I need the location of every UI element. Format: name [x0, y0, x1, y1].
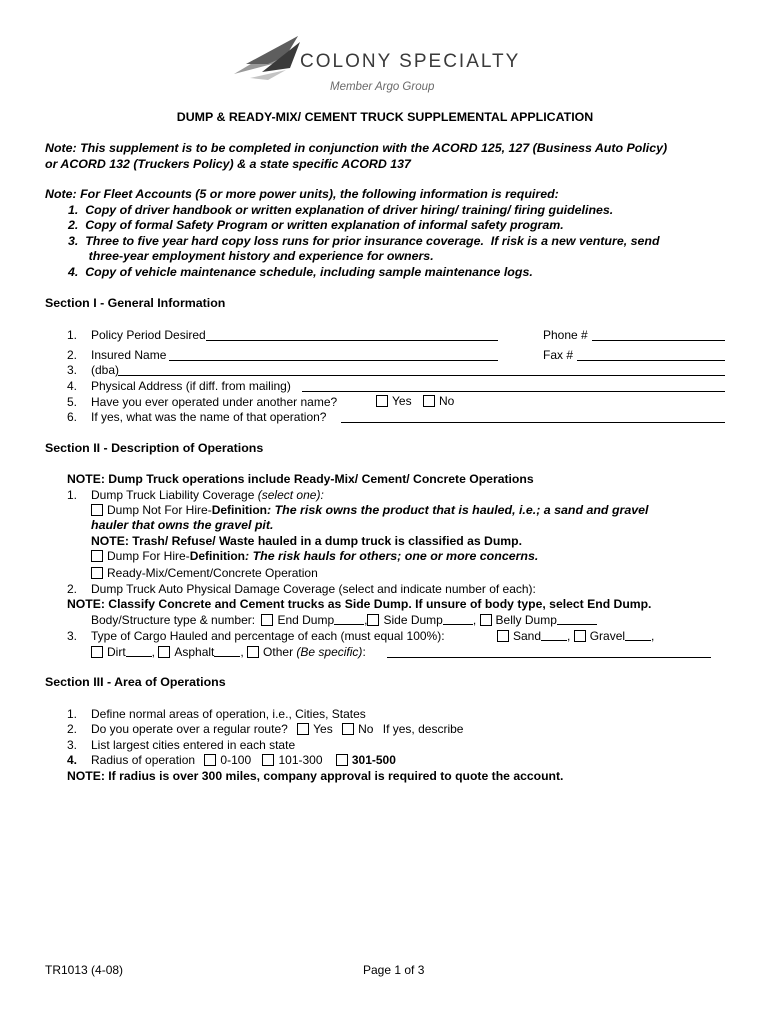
not-for-hire-definition-cont: hauler that owns the gravel pit.: [91, 518, 274, 532]
side-dump-count-field[interactable]: [443, 613, 473, 625]
radius-0-100-checkbox[interactable]: [204, 754, 216, 766]
end-dump-count-field[interactable]: [334, 613, 364, 625]
s2-num-1: 1.: [67, 488, 78, 502]
s1-num-1: 1.: [67, 328, 78, 342]
note-trash: NOTE: Trash/ Refuse/ Waste hauled in a dump truck is classified as Dump.: [91, 534, 522, 548]
fleet-item-3: 3. Three to five year hard copy loss runs for prior insurance coverage. If risk is a new venture, send: [68, 234, 660, 248]
end-dump-label: End Dump: [277, 613, 335, 627]
insured-name-field[interactable]: [169, 360, 498, 361]
regular-route-question: Do you operate over a regular route?: [91, 722, 288, 736]
regular-route-yes-checkbox[interactable]: [297, 723, 309, 735]
note-radius: NOTE: If radius is over 300 miles, company approval is required to quote the account.: [67, 769, 564, 783]
physical-address-label: Physical Address (if diff. from mailing): [91, 379, 291, 393]
s3-row-1: [67, 707, 366, 721]
belly-dump-count-field[interactable]: [557, 613, 597, 625]
fax-field[interactable]: [577, 360, 725, 361]
note-acord-line2: or ACORD 132 (Truckers Policy) & a state specific ACORD 137: [45, 157, 411, 171]
fleet-item-3-cont: three-year employment history and experience for owners.: [68, 249, 434, 263]
other-cargo-field[interactable]: [387, 657, 711, 658]
for-hire-option[interactable]: [91, 549, 538, 563]
form-number: TR1013 (4-08): [45, 963, 124, 977]
for-hire-definition-label: Definition: [189, 549, 246, 563]
physical-damage-label: Dump Truck Auto Physical Damage Coverage (select and indicate number of each):: [91, 582, 536, 596]
liability-coverage-label: Dump Truck Liability Coverage: [91, 488, 255, 502]
s2-q1-row: [67, 488, 324, 502]
body-type-row: Body/Structure type & number: End Dump , Side Dump , Belly Dump: [91, 613, 597, 627]
s2-num-3: 3.: [67, 629, 78, 643]
s1-row-3: [67, 363, 119, 377]
section-3-heading: Section III - Area of Operations: [45, 675, 226, 689]
s1-row-6: [67, 410, 326, 424]
s1-num-5: 5.: [67, 395, 78, 409]
s3-num-4: 4.: [67, 753, 78, 767]
insured-name-label: Insured Name: [91, 348, 167, 362]
belly-dump-label: Belly Dump: [495, 613, 557, 627]
regular-route-no-checkbox[interactable]: [342, 723, 354, 735]
dba-label: (dba): [91, 363, 120, 377]
ready-mix-option[interactable]: [91, 566, 318, 580]
asphalt-percent-field[interactable]: [214, 645, 240, 657]
other-name-yes-label: Yes: [392, 394, 412, 408]
operation-name-field[interactable]: [341, 422, 725, 423]
physical-address-field[interactable]: [302, 391, 725, 392]
side-dump-label: Side Dump: [383, 613, 443, 627]
ready-mix-checkbox[interactable]: [91, 567, 103, 579]
company-name: COLONY SPECIALTY: [300, 51, 521, 72]
note-classify: NOTE: Classify Concrete and Cement trucks as Side Dump. If unsure of body type, select End Dump.: [67, 597, 652, 611]
other-cargo-checkbox[interactable]: [247, 646, 259, 658]
dirt-checkbox[interactable]: [91, 646, 103, 658]
for-hire-definition: : The risk hauls for others; one or more concerns.: [245, 549, 539, 563]
for-hire-checkbox[interactable]: [91, 550, 103, 562]
operation-name-label: If yes, what was the name of that operation?: [91, 410, 327, 424]
page-number: Page 1 of 3: [363, 963, 425, 977]
other-cargo-label: Other: [263, 645, 294, 659]
other-name-no-option[interactable]: [423, 394, 454, 408]
radius-0-100-label: 0-100: [220, 753, 252, 767]
areas-of-operation-label: Define normal areas of operation, i.e., Cities, States: [91, 707, 366, 721]
s2-num-2: 2.: [67, 582, 78, 596]
ready-mix-label: Ready-Mix/Cement/Concrete Operation: [107, 566, 318, 580]
s3-num-2: 2.: [67, 722, 78, 736]
fleet-item-1: 1. Copy of driver handbook or written explanation of driver hiring/ training/ firing guidelines.: [68, 203, 614, 217]
colony-logo-icon: [228, 34, 308, 84]
not-for-hire-label: Dump Not For Hire-: [107, 503, 212, 517]
largest-cities-label: List largest cities entered in each state: [91, 738, 296, 752]
sand-label: Sand: [513, 629, 542, 643]
asphalt-checkbox[interactable]: [158, 646, 170, 658]
policy-period-field[interactable]: [206, 340, 498, 341]
s1-num-3: 3.: [67, 363, 78, 377]
note-dump-operations: NOTE: Dump Truck operations include Ready-Mix/ Cement/ Concrete Operations: [67, 472, 534, 486]
regular-route-yes-label: Yes: [313, 722, 333, 736]
other-name-yes-option[interactable]: [376, 394, 412, 408]
radius-101-300-checkbox[interactable]: [262, 754, 274, 766]
phone-field[interactable]: [592, 340, 725, 341]
end-dump-checkbox[interactable]: [261, 614, 273, 626]
company-member-text: Member Argo Group: [330, 81, 435, 93]
radius-101-300-label: 101-300: [278, 753, 323, 767]
s3-row-4: [67, 753, 396, 767]
be-specific-hint: (Be specific): [296, 645, 363, 659]
sand-percent-field[interactable]: [541, 629, 567, 641]
company-logo: [228, 30, 558, 100]
sand-checkbox[interactable]: [497, 630, 509, 642]
s1-row-5: [67, 395, 337, 409]
s1-num-6: 6.: [67, 410, 78, 424]
other-name-no-checkbox[interactable]: [423, 395, 435, 407]
dirt-percent-field[interactable]: [126, 645, 152, 657]
note-acord-line1: Note: This supplement is to be completed in conjunction with the ACORD 125, 127 (Business Auto Policy): [45, 141, 668, 155]
cargo-type-label: Type of Cargo Hauled and percentage of each (must equal 100%):: [91, 629, 445, 643]
s1-row-4: [67, 379, 291, 393]
fleet-item-2: 2. Copy of formal Safety Program or written explanation of informal safety program.: [68, 218, 564, 232]
belly-dump-checkbox[interactable]: [480, 614, 492, 626]
asphalt-label: Asphalt: [174, 645, 215, 659]
s1-num-2: 2.: [67, 348, 78, 362]
s3-row-2: [67, 722, 463, 736]
section-1-heading: Section I - General Information: [45, 296, 226, 310]
body-type-label: Body/Structure type & number:: [91, 613, 256, 627]
cargo-sand-gravel-row: Sand , Gravel ,: [497, 629, 654, 643]
radius-301-500-checkbox[interactable]: [336, 754, 348, 766]
radius-label: Radius of operation: [91, 753, 196, 767]
gravel-label: Gravel: [589, 629, 626, 643]
dba-field[interactable]: [118, 375, 725, 376]
gravel-checkbox[interactable]: [574, 630, 586, 642]
policy-period-label: Policy Period Desired: [91, 328, 206, 342]
select-one-hint: (select one):: [257, 488, 324, 502]
s2-q3-row: [67, 629, 445, 643]
s1-row-2: [67, 348, 166, 362]
s1-row-1: [67, 328, 206, 342]
fleet-item-4: 4. Copy of vehicle maintenance schedule, including sample maintenance logs.: [68, 265, 533, 279]
section-2-heading: Section II - Description of Operations: [45, 441, 264, 455]
s3-row-3: [67, 738, 295, 752]
side-dump-checkbox[interactable]: [367, 614, 379, 626]
s2-q2-row: [67, 582, 536, 596]
not-for-hire-option[interactable]: [91, 503, 648, 517]
phone-label: Phone #: [543, 328, 588, 342]
dirt-label: Dirt: [107, 645, 126, 659]
s3-num-3: 3.: [67, 738, 78, 752]
regular-route-no-label: No: [358, 722, 374, 736]
other-name-yes-checkbox[interactable]: [376, 395, 388, 407]
gravel-percent-field[interactable]: [625, 629, 651, 641]
radius-301-500-label: 301-500: [351, 753, 396, 767]
fax-label: Fax #: [543, 348, 574, 362]
cargo-other-row: Dirt , Asphalt , Other (Be specific):: [91, 645, 366, 659]
s3-num-1: 1.: [67, 707, 78, 721]
regular-route-describe-label: If yes, describe: [382, 722, 464, 736]
document-title: DUMP & READY-MIX/ CEMENT TRUCK SUPPLEMENTAL APPLICATION: [176, 110, 594, 124]
other-name-question: Have you ever operated under another name?: [91, 395, 338, 409]
not-for-hire-definition-label: Definition: [211, 503, 268, 517]
not-for-hire-checkbox[interactable]: [91, 504, 103, 516]
for-hire-label: Dump For Hire-: [107, 549, 190, 563]
note-fleet: Note: For Fleet Accounts (5 or more power units), the following information is required:: [45, 187, 559, 201]
s1-num-4: 4.: [67, 379, 78, 393]
not-for-hire-definition: : The risk owns the product that is hauled, i.e.; a sand and gravel: [267, 503, 649, 517]
other-name-no-label: No: [439, 394, 455, 408]
